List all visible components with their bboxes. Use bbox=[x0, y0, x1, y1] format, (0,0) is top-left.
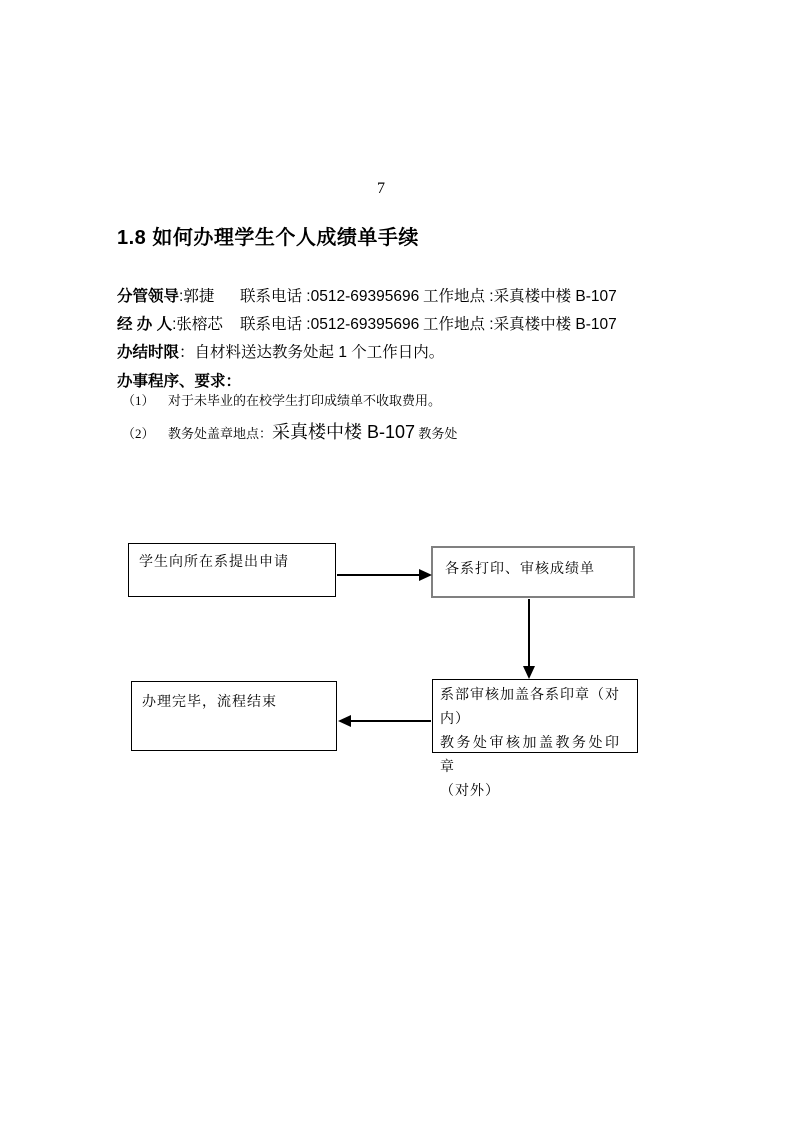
procedure-2-suffix: 教务处 bbox=[415, 426, 458, 441]
handler-label: 经 办 人 bbox=[117, 316, 173, 333]
flow-box-stamp bbox=[432, 679, 638, 799]
flow-box-stamp-line-2: 教务处审核加盖教务处印章 bbox=[440, 736, 622, 775]
handler-name: :张榕芯 bbox=[172, 316, 223, 333]
stamp-location-highlight: 采真楼中楼 B-107 bbox=[272, 422, 416, 442]
deadline-label: 办结时限 bbox=[117, 344, 180, 361]
flow-arrow-stamp-to-done-icon bbox=[338, 715, 431, 727]
flow-box-stamp-line-3: （对外） bbox=[440, 784, 500, 799]
handler-location: 工作地点 :采真楼中楼 B-107 bbox=[423, 316, 617, 333]
flow-box-print-label: 各系打印、审核成绩单 bbox=[445, 562, 595, 577]
page-number: 7 bbox=[377, 180, 385, 197]
procedures-heading: 办事程序、要求： bbox=[117, 373, 242, 390]
procedure-2-number: （2） bbox=[122, 426, 155, 441]
supervisor-label: 分管领导 bbox=[117, 288, 180, 305]
flow-box-stamp-line-1: 系部审核加盖各系印章（对内） bbox=[440, 688, 620, 727]
flow-box-print bbox=[431, 546, 635, 598]
supervisor-phone: 联系电话 :0512-69395696 bbox=[240, 288, 420, 305]
handler-phone: 联系电话 :0512-69395696 bbox=[240, 316, 420, 333]
supervisor-location: 工作地点 :采真楼中楼 B-107 bbox=[423, 288, 617, 305]
flow-arrow-print-to-stamp-icon bbox=[523, 599, 535, 679]
section-heading: 1.8 如何办理学生个人成绩单手续 bbox=[117, 227, 419, 249]
flow-box-done bbox=[131, 681, 337, 751]
procedure-1-number: （1） bbox=[122, 393, 155, 408]
supervisor-name: :郭捷 bbox=[179, 288, 215, 305]
flow-arrow-apply-to-print-icon bbox=[337, 569, 432, 581]
flow-box-done-label: 办理完毕，流程结束 bbox=[142, 695, 277, 710]
procedure-2-prefix: 教务处盖章地点： bbox=[168, 426, 273, 441]
flow-box-apply-label: 学生向所在系提出申请 bbox=[139, 555, 289, 570]
procedure-1-text: 对于未毕业的在校学生打印成绩单不收取费用。 bbox=[168, 393, 442, 408]
flow-box-apply bbox=[128, 543, 336, 597]
deadline-text: ：自材料送达教务处起 1 个工作日内。 bbox=[179, 344, 445, 361]
